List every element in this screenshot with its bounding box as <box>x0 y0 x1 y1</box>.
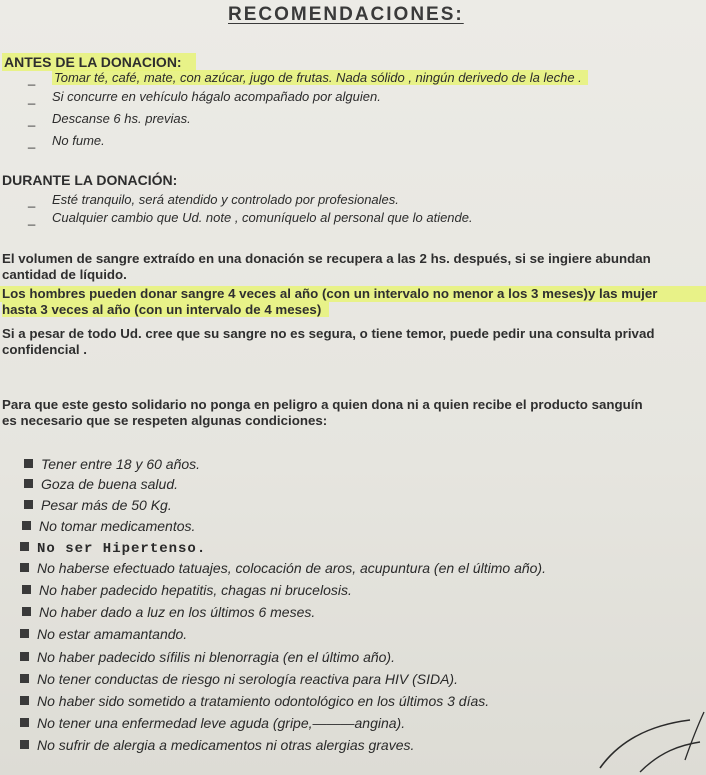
paragraph-frequency-line-1: Los hombres pueden donar sangre 4 veces al año (con un intervalo no menor a los 3 meses)y las mujer <box>0 286 706 302</box>
condition-item: Tener entre 18 y 60 años. <box>24 456 200 472</box>
condition-item: No haber sido sometido a tratamiento odontológico en los últimos 3 días. <box>20 693 489 709</box>
square-bullet-icon <box>20 652 29 661</box>
paragraph-confidential-line-2: confidencial . <box>2 342 87 357</box>
dash-marker: _ <box>28 71 36 86</box>
condition-item: No estar amamantando. <box>20 626 187 642</box>
dash-marker: _ <box>28 193 36 208</box>
durante-item-2-text: Cualquier cambio que Ud. note , comuníquelo al personal que lo atiende. <box>52 210 473 225</box>
square-bullet-icon <box>22 607 31 616</box>
square-bullet-icon <box>24 500 33 509</box>
antes-item-3 <box>28 111 191 127</box>
paragraph-recovery-line-1: El volumen de sangre extraído en una donación se recupera a las 2 hs. después, si se ingiere abundan <box>2 251 651 266</box>
square-bullet-icon <box>20 563 29 572</box>
durante-item-1 <box>28 192 399 208</box>
condition-item: No tomar medicamentos. <box>22 518 195 534</box>
dash-marker: _ <box>28 211 36 226</box>
dash-marker: _ <box>28 90 36 105</box>
square-bullet-icon <box>22 585 31 594</box>
square-bullet-icon <box>24 479 33 488</box>
square-bullet-icon <box>20 718 29 727</box>
condition-item: No ser Hipertenso. <box>20 539 206 557</box>
paragraph-conditions-intro-line-1: Para que este gesto solidario no ponga en peligro a quien dona ni a quien recibe el producto sanguín <box>2 397 643 412</box>
section-heading-antes: ANTES DE LA DONACION: <box>2 53 196 71</box>
condition-item: No haber padecido hepatitis, chagas ni brucelosis. <box>22 582 352 598</box>
section-heading-durante: DURANTE LA DONACIÓN: <box>2 172 178 188</box>
paragraph-recovery-line-2: cantidad de líquido. <box>2 267 127 282</box>
antes-item-1-text: Tomar té, café, mate, con azúcar, jugo de frutas. Nada sólido , ningún derivedo de la leche . <box>54 70 582 85</box>
antes-item-3-text: Descanse 6 hs. previas. <box>52 111 191 126</box>
dash-marker: _ <box>28 112 36 127</box>
condition-item: Pesar más de 50 Kg. <box>24 497 172 513</box>
square-bullet-icon <box>20 542 29 551</box>
condition-item: No haber dado a luz en los últimos 6 meses. <box>22 604 315 620</box>
square-bullet-icon <box>20 629 29 638</box>
condition-item: No tener conductas de riesgo ni serología reactiva para HIV (SIDA). <box>20 671 458 687</box>
condition-item: No tener una enfermedad leve aguda (gripe,———angina). <box>20 715 405 731</box>
condition-item: No haberse efectuado tatuajes, colocación de aros, acupuntura (en el último año). <box>20 560 546 576</box>
page-title: RECOMENDACIONES: <box>228 4 464 25</box>
condition-item: Goza de buena salud. <box>24 476 178 492</box>
dash-marker: _ <box>28 134 36 149</box>
paragraph-recovery <box>0 251 706 283</box>
square-bullet-icon <box>20 674 29 683</box>
square-bullet-icon <box>22 521 31 530</box>
condition-item: No haber padecido sífilis ni blenorragia (en el último año). <box>20 649 395 665</box>
antes-item-4-text: No fume. <box>52 133 105 148</box>
square-bullet-icon <box>24 459 33 468</box>
antes-item-4 <box>28 133 105 149</box>
durante-item-1-text: Esté tranquilo, será atendido y controlado por profesionales. <box>52 192 399 207</box>
antes-item-2-text: Si concurre en vehículo hágalo acompañado por alguien. <box>52 89 381 104</box>
paragraph-confidential-line-1: Si a pesar de todo Ud. cree que su sangre no es segura, o tiene temor, puede pedir una consulta privad <box>2 326 655 341</box>
square-bullet-icon <box>20 696 29 705</box>
paragraph-frequency <box>0 286 706 318</box>
paragraph-frequency-line-2: hasta 3 veces al año (con un intervalo de 4 meses) <box>2 302 329 317</box>
paragraph-confidential <box>0 326 706 358</box>
durante-item-2 <box>28 210 473 226</box>
condition-item: No sufrir de alergia a medicamentos ni otras alergias graves. <box>20 737 414 753</box>
paragraph-conditions-intro-line-2: es necesario que se respeten algunas condiciones: <box>2 413 328 428</box>
square-bullet-icon <box>20 740 29 749</box>
antes-item-2 <box>28 89 381 105</box>
paragraph-conditions-intro <box>0 397 706 429</box>
antes-item-1 <box>28 70 588 86</box>
